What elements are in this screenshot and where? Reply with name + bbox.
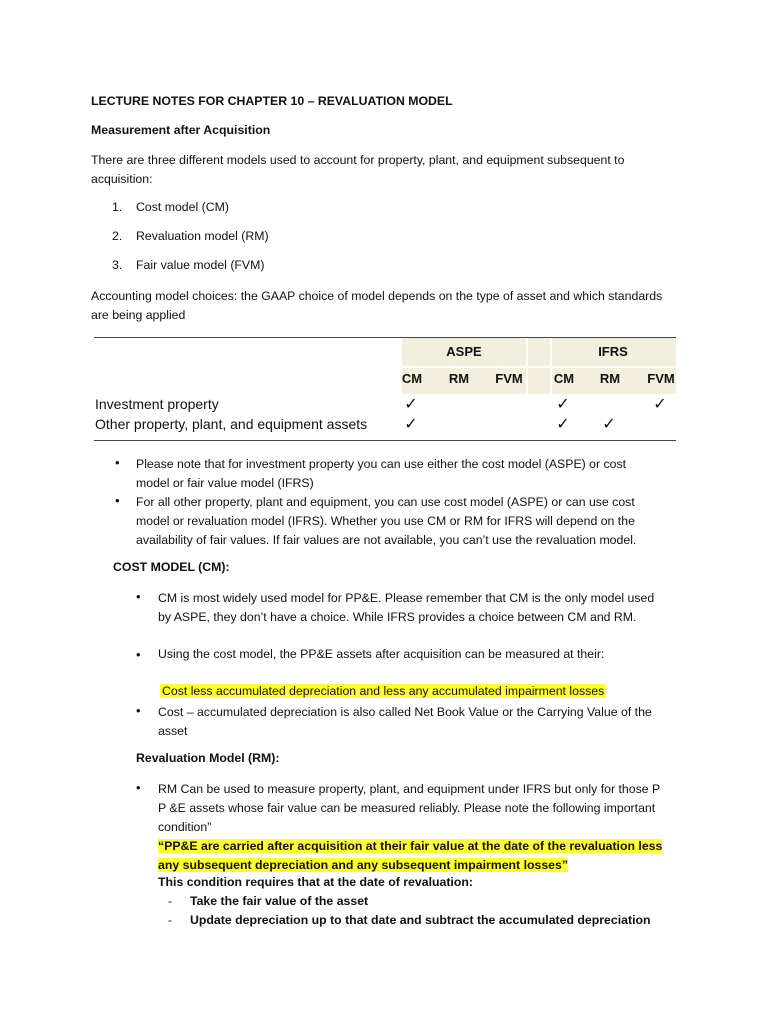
list-number: 3. — [112, 258, 123, 272]
revaluation-model-heading: Revaluation Model (RM): — [136, 751, 280, 765]
page-title: LECTURE NOTES FOR CHAPTER 10 – REVALUATION MODEL — [91, 94, 453, 108]
check-icon: ✓ — [602, 416, 616, 433]
intro-paragraph — [91, 151, 624, 189]
bullet-icon: • — [115, 493, 120, 508]
table-col-header: FVM — [495, 371, 523, 386]
table-row-label: Other property, plant, and equipment assets — [95, 416, 368, 432]
list-item: Fair value model (FVM) — [136, 258, 265, 272]
table-bottom-rule — [94, 440, 676, 441]
list-number: 1. — [112, 200, 123, 214]
section-subtitle: Measurement after Acquisition — [91, 123, 271, 137]
condition-intro: This condition requires that at the date of revaluation: — [158, 875, 473, 889]
paragraph-line: P &E assets whose fair value can be measured reliably. Please note the following important — [158, 801, 656, 815]
table-col-header: CM — [401, 371, 423, 386]
paragraph-line: RM Can be used to measure property, plant, and equipment under IFRS but only for those P — [158, 782, 661, 796]
bullet-icon: • — [115, 455, 120, 470]
list-item: Revaluation model (RM) — [136, 229, 269, 243]
paragraph-line: by ASPE, they don’t have a choice. While IFRS provides a choice between CM and RM. — [158, 610, 637, 624]
dash-marker: - — [168, 913, 173, 927]
check-icon: ✓ — [404, 416, 418, 433]
cost-model-paragraph — [158, 703, 652, 741]
bullet-icon: • — [136, 703, 141, 718]
note-item — [136, 455, 626, 493]
note-line: model or fair value model (IFRS) — [136, 476, 314, 490]
check-icon: ✓ — [653, 396, 667, 413]
paragraph-line: asset — [158, 724, 188, 738]
check-icon: ✓ — [404, 396, 418, 413]
paragraph-line: Cost – accumulated depreciation is also called Net Book Value or the Carrying Value of the — [158, 705, 652, 719]
bullet-icon: • — [136, 647, 141, 662]
bullet-icon: • — [136, 589, 141, 604]
paragraph-line: CM is most widely used model for PP&E. Please remember that CM is the only model used — [158, 591, 655, 605]
choice-line: are being applied — [91, 308, 186, 322]
note-line: For all other property, plant and equipment, you can use cost model (ASPE) or can use cost — [136, 495, 635, 509]
table-group-aspe: ASPE — [446, 344, 482, 359]
note-item — [136, 493, 636, 550]
cost-model-paragraph — [158, 589, 654, 627]
intro-line: There are three different models used to account for property, plant, and equipment subsequent to — [91, 153, 625, 167]
quote-line: any subsequent depreciation and any subsequent impairment losses” — [158, 858, 569, 872]
table-group-ifrs: IFRS — [598, 344, 628, 359]
cost-model-heading: COST MODEL (CM): — [113, 560, 230, 574]
list-item: Cost model (CM) — [136, 200, 229, 214]
condition-step: Update depreciation up to that date and subtract the accumulated depreciation — [190, 913, 651, 927]
table-col-header: FVM — [647, 371, 675, 386]
intro-line: acquisition: — [91, 172, 153, 186]
note-line: availability of fair values. If fair values are not available, you can’t use the revaluation model. — [136, 533, 637, 547]
highlighted-definition: Cost less accumulated depreciation and less any accumulated impairment losses — [162, 684, 605, 698]
list-number: 2. — [112, 229, 123, 243]
bullet-icon: • — [136, 780, 141, 795]
table-col-header: RM — [599, 371, 621, 386]
table-row-label: Investment property — [95, 396, 219, 412]
paragraph-line: condition” — [158, 820, 212, 834]
revaluation-paragraph — [158, 780, 660, 837]
cost-model-paragraph: Using the cost model, the PP&E assets after acquisition can be measured at their: — [158, 647, 605, 661]
revaluation-quote — [158, 837, 662, 875]
table-col-header: CM — [553, 371, 575, 386]
table-header-divider — [402, 366, 676, 368]
choice-line: Accounting model choices: the GAAP choice of model depends on the type of asset and which standards — [91, 289, 663, 303]
condition-step: Take the fair value of the asset — [190, 894, 369, 908]
check-icon: ✓ — [556, 396, 570, 413]
check-icon: ✓ — [556, 416, 570, 433]
dash-marker: - — [168, 894, 173, 908]
note-line: Please note that for investment property you can use either the cost model (ASPE) or cost — [136, 457, 627, 471]
note-line: model or revaluation model (IFRS). Whether you use CM or RM for IFRS will depend on the — [136, 514, 635, 528]
table-col-header: RM — [448, 371, 470, 386]
choice-paragraph — [91, 287, 662, 325]
quote-line: “PP&E are carried after acquisition at their fair value at the date of the revaluation less — [158, 839, 663, 853]
